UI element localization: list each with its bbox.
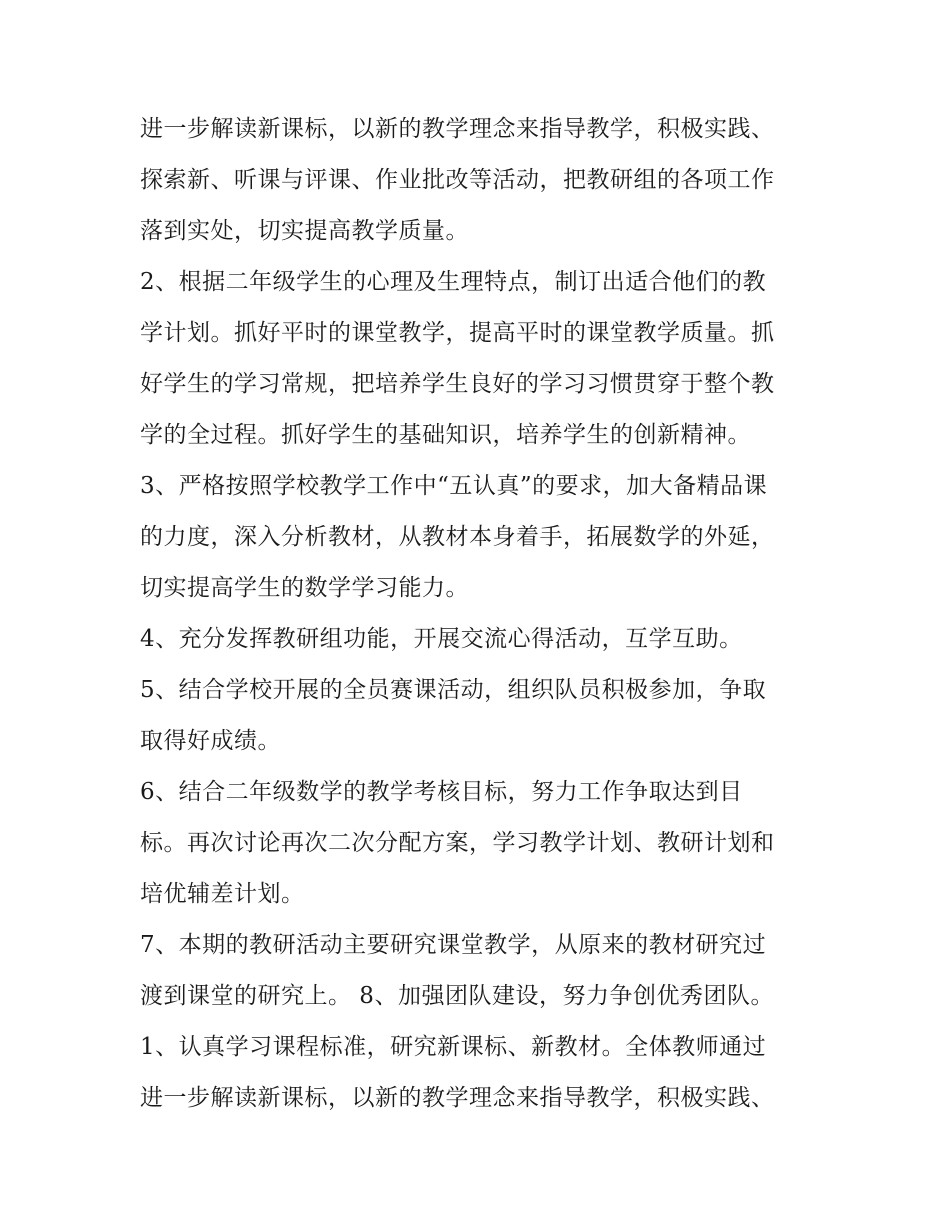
text-line: 学的全过程。抓好学生的基础知识，培养学生的创新精神。: [140, 422, 751, 448]
text-line: 切实提高学生的数学学习能力。: [140, 575, 469, 601]
text-line: 学计划。抓好平时的课堂教学，提高平时的课堂教学质量。抓: [140, 320, 775, 346]
text-line: 渡到课堂的研究上。 8、加强团队建设，努力争创优秀团队。: [140, 983, 774, 1009]
text-line: 1、认真学习课程标准，研究新课标、新教材。全体教师通过: [140, 1034, 767, 1060]
text-line: 进一步解读新课标，以新的教学理念来指导教学，积极实践、: [140, 116, 775, 142]
text-line: 7、本期的教研活动主要研究课堂教学，从原来的教材研究过: [140, 932, 767, 958]
text-line: 6、结合二年级数学的教学考核目标，努力工作争取达到目: [140, 779, 743, 805]
text-line: 标。再次讨论再次二次分配方案，学习教学计划、教研计划和: [140, 830, 775, 856]
text-line: 5、结合学校开展的全员赛课活动，组织队员积极参加，争取: [140, 677, 767, 703]
text-line: 4、充分发挥教研组功能，开展交流心得活动，互学互助。: [140, 626, 743, 652]
text-line: 2、根据二年级学生的心理及生理特点，制订出适合他们的教: [140, 269, 767, 295]
text-line: 3、严格按照学校教学工作中“五认真”的要求，加大备精品课: [140, 473, 768, 499]
text-line: 进一步解读新课标，以新的教学理念来指导教学，积极实践、: [140, 1085, 775, 1111]
text-line: 培优辅差计划。: [140, 881, 305, 907]
text-line: 的力度，深入分析教材，从教材本身着手，拓展数学的外延，: [140, 524, 775, 550]
document-body: [140, 104, 820, 1124]
text-line: 取得好成绩。: [140, 728, 281, 754]
text-line: 好学生的学习常规，把培养学生良好的学习习惯贯穿于整个教: [140, 371, 775, 397]
text-line: 探索新、听课与评课、作业批改等活动，把教研组的各项工作: [140, 167, 775, 193]
text-line: 落到实处，切实提高教学质量。: [140, 218, 469, 244]
